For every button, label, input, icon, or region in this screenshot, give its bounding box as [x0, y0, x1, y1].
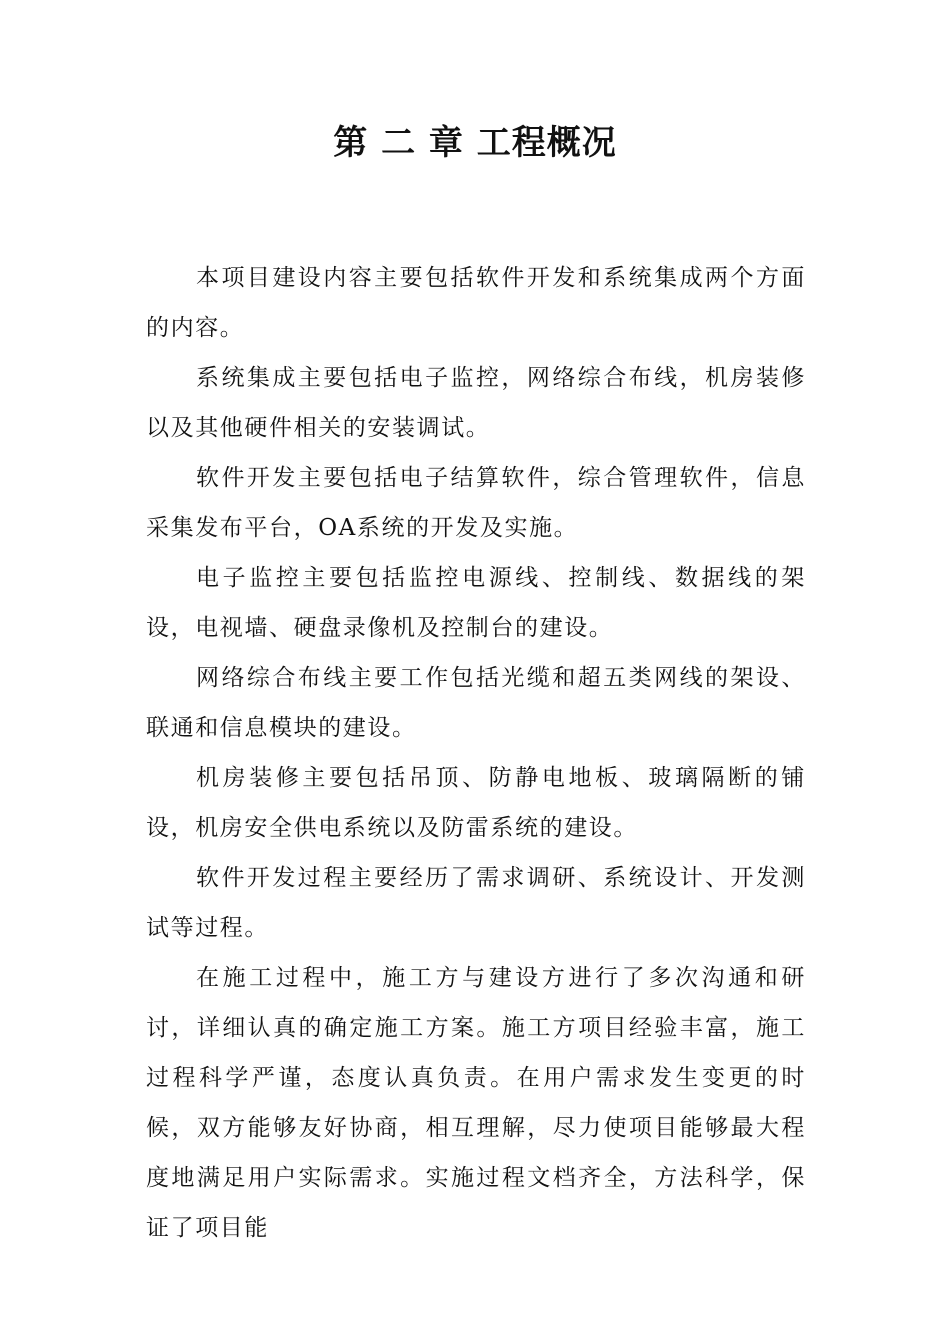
paragraph: 在施工过程中，施工方与建设方进行了多次沟通和研讨，详细认真的确定施工方案。施工方项目经验丰富，施工过程科学严谨，态度认真负责。在用户需求发生变更的时候，双方能够友好协商，相互理解，尽力使项目能够最大程度地满足用户实际需求。实施过程文档齐全，方法科学，保证了项目能	[146, 965, 806, 1241]
chapter-body	[146, 253, 806, 1253]
chapter-title: 第 二 章 工程概况	[333, 123, 617, 163]
paragraph: 软件开发过程主要经历了需求调研、系统设计、开发测试等过程。	[146, 865, 806, 941]
paragraph: 系统集成主要包括电子监控，网络综合布线，机房装修以及其他硬件相关的安装调试。	[146, 365, 806, 441]
paragraph: 本项目建设内容主要包括软件开发和系统集成两个方面的内容。	[146, 265, 806, 341]
paragraph: 电子监控主要包括监控电源线、控制线、数据线的架设，电视墙、硬盘录像机及控制台的建设。	[146, 565, 806, 641]
paragraph: 网络综合布线主要工作包括光缆和超五类网线的架设、联通和信息模块的建设。	[146, 665, 806, 741]
paragraph: 软件开发主要包括电子结算软件，综合管理软件，信息采集发布平台，OA系统的开发及实施。	[146, 465, 806, 541]
paragraph: 机房装修主要包括吊顶、防静电地板、玻璃隔断的铺设，机房安全供电系统以及防雷系统的建设。	[146, 765, 806, 841]
